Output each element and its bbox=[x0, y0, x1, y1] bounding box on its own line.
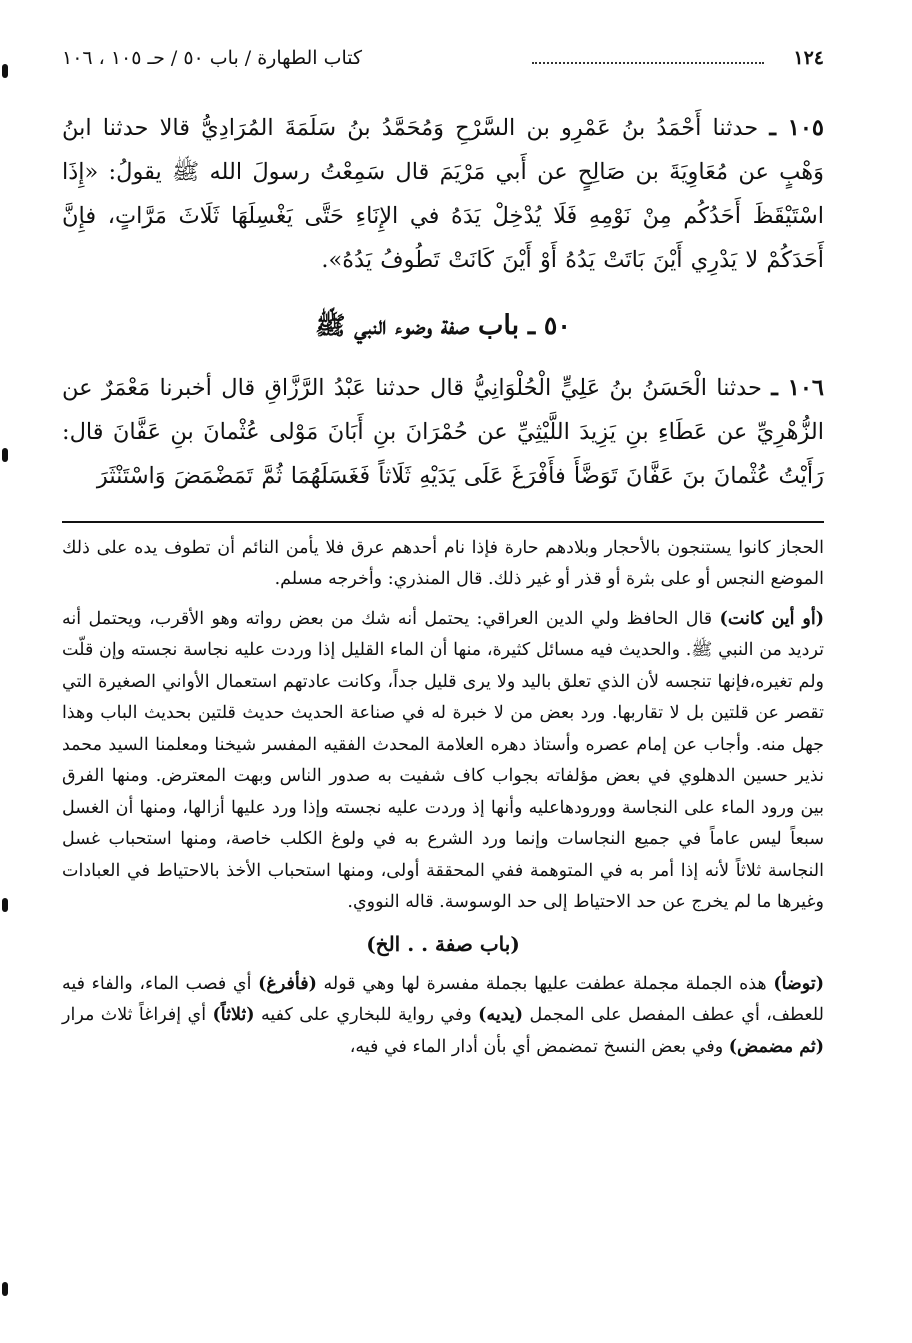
hadith-number: ١٠٦ ـ bbox=[771, 375, 825, 401]
margin-mark bbox=[2, 898, 8, 912]
commentary-paragraph-2 bbox=[62, 604, 824, 919]
lemma: (أو أين كانت) bbox=[719, 608, 824, 629]
hadith-number: ١٠٥ ـ bbox=[769, 115, 824, 141]
margin-mark bbox=[2, 64, 8, 78]
running-title: كتاب الطهارة / باب ٥٠ / حـ ١٠٥ ، ١٠٦ bbox=[62, 47, 363, 69]
commentary-text: أي فصب الماء، والفاء فيه للعطف، أي عطف المفصل على المجمل bbox=[62, 973, 824, 1025]
running-header bbox=[62, 40, 824, 76]
dotted-leader bbox=[532, 62, 764, 64]
margin-mark bbox=[2, 1282, 8, 1296]
hadith-106 bbox=[62, 366, 824, 498]
chapter-keyword: باب bbox=[477, 310, 520, 341]
commentary-paragraph-3 bbox=[62, 969, 824, 1064]
commentary-text: هذه الجملة مجملة عطفت عليها بجملة مفسرة لها وهي قوله bbox=[323, 973, 767, 994]
margin-mark bbox=[2, 448, 8, 462]
commentary-text: وفي رواية للبخاري على كفيه bbox=[260, 1005, 472, 1025]
hadith-105 bbox=[62, 106, 824, 282]
chapter-heading bbox=[62, 306, 824, 346]
commentary-text: وفي بعض النسخ تمضمض أي بأن أدار الماء في فيه، bbox=[349, 1036, 724, 1057]
lemma: (ثلاثاً) bbox=[212, 1005, 255, 1025]
hadith-text: حدثنا أَحْمَدُ بنُ عَمْرِو بن السَّرْحِ وَمُحَمَّدُ بنُ سَلَمَةَ المُرَادِيُّ قالا حدثنا ابنُ وَهْبٍ عن مُعَاوِيَةَ بن صَالِحٍ عن أَبي مَرْيَمَ قال سَمِعْتُ رسولَ الله ﷺ يقولُ: «إِذَا اسْتَيْقَظَ أَحَدُكُم مِنْ نَوْمِهِ فَلَا يُدْخِلْ يَدَهُ في الإِنَاءِ حَتَّى يَغْسِلَهَا ثَلَاثَ مَرَّاتٍ، فإِنَّ أَحَدَكُمْ لا يَدْرِي أَيْنَ بَاتَتْ يَدُهُ أَوْ أَيْنَ كَانَتْ تَطُوفُ يَدُهُ». bbox=[62, 115, 824, 273]
commentary-paragraph-1 bbox=[62, 533, 824, 596]
chapter-number: ٥٠ ـ bbox=[527, 311, 571, 340]
page-number: ١٢٤ bbox=[793, 47, 824, 69]
commentary-text: أي إفراغاً ثلاث مرار bbox=[62, 1005, 207, 1025]
commentary-sub-heading: (باب صفة . . الخ) bbox=[366, 931, 520, 956]
lemma: (ثم مضمض) bbox=[728, 1036, 824, 1057]
footnote-divider bbox=[62, 521, 824, 523]
book-page bbox=[62, 40, 824, 1330]
commentary-text: قال الحافظ ولي الدين العراقي: يحتمل أنه شك من بعض رواته وهو الأقرب، ويحتمل أنه ترديد من النبي ﷺ. والحديث فيه مسائل كثيرة، منها أن الماء القليل إذا وردت عليه نجاسة نجسته وإن قلّت ولم تغيره،فإنها تنجسه لأن الذي تعلق باليد ولا يرى قليل جداً، وكانت عادتهم استعمال الأواني الصغيرة التي تقصر عن قلتين بل لا تقاربها. ورد بعض من لا خبرة له في صناعة الحديث حديث قلتين بحديث الباب وهذا جهل منه. وأجاب عن إمام عصره وأستاذ دهره العلامة المحدث الفقيه المفسر شيخنا ومعلمنا السيد محمد نذير حسين الدهلوي في بعض مؤلفاته بجواب كاف شفيت به صدور الناس وبهت المعترض. ومنها الفرق بين ورود الماء على النجاسة وورودهاعليه وأنها إذ وردت عليه نجسته وإذا ورد عليها أزالها، ومنها أن الغسل سبعاً ليس عاماً في جميع النجاسات وإنما ورد الشرع به في ولوغ الكلب خاصة، ومنها استحباب غسل النجاسة ثلاثاً لأنه إذا أمر به في المتوهمة ففي المحققة أولى، ومنها استحباب الأخذ بالاحتياط في العبادات وغيرها ما لم يخرج عن حد الاحتياط إلى حد الوسوسة. قاله النووي. bbox=[62, 608, 824, 912]
commentary-text: الحجاز كانوا يستنجون بالأحجار وبلادهم حارة فإذا نام أحدهم عرق فلا يأمن النائم أن تطوف يده على ذلك الموضع النجس أو على بثرة أو قذر أو غير ذلك. قال المنذري: وأخرجه مسلم. bbox=[62, 537, 824, 589]
lemma: (فأفرغ) bbox=[258, 973, 317, 994]
hadith-text: حدثنا الْحَسَنُ بنُ عَلِيٍّ الْحُلْوَانِيُّ قال حدثنا عَبْدُ الرَّزَّاقِ قال أخبرنا مَعْمَرٌ عن الزُّهْرِيِّ عن عَطَاءِ بنِ يَزِيدَ اللَّيْثِيِّ عن حُمْرَانَ بنِ أَبَانَ مَوْلى عُثْمانَ بنِ عَفَّانَ قال: رَأَيْتُ عُثْمانَ بنَ عَفَّانَ تَوَضَّأَ فأَفْرَغَ عَلَى يَدَيْهِ ثَلَاثاً فَغَسَلَهُمَا ثُمَّ تَمَضْمَضَ وَاسْتَنْثَرَ bbox=[62, 375, 824, 489]
chapter-title: صفة وضوء النبي ﷺ bbox=[315, 311, 470, 340]
lemma: (يديه) bbox=[478, 1005, 524, 1025]
lemma: (توضأ) bbox=[773, 973, 824, 994]
